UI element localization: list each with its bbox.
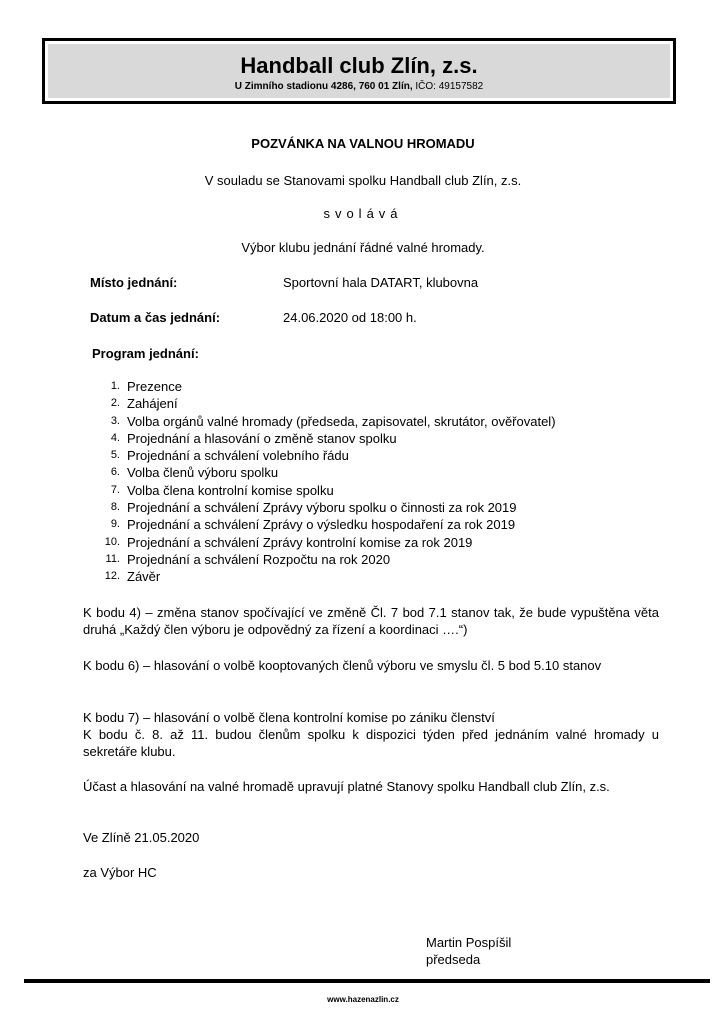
program-item (85, 516, 556, 533)
signature-block (426, 934, 511, 968)
committee-line: Výbor klubu jednání řádné valné hromady. (241, 240, 485, 255)
program-item (85, 395, 556, 412)
program-item-number: 11. (105, 552, 120, 565)
program-item-number: 1. (110, 380, 120, 392)
club-ico: IČO: 49157582 (412, 81, 484, 92)
program-item-text: Závěr (127, 569, 161, 585)
document-title: POZVÁNKA NA VALNOU HROMADU (251, 136, 475, 151)
program-item-number: 10. (104, 535, 120, 548)
club-name: Handball club Zlín, z.s. (240, 53, 478, 78)
note-participation: Účast a hlasování na valné hromadě upravují platné Stanovy spolku Handball club Zlín, z.s. (83, 779, 610, 794)
program-item (85, 482, 556, 499)
program-item (85, 413, 556, 430)
letterhead (42, 38, 676, 104)
letterhead-panel (48, 44, 670, 98)
program-item-text: Zahájení (127, 396, 178, 412)
place-value: Sportovní hala DATART, klubovna (283, 275, 479, 290)
program-heading: Program jednání: (92, 346, 199, 361)
program-item (85, 447, 556, 464)
program-item-text: Projednání a schválení Zprávy výboru spolku o činnosti za rok 2019 (127, 500, 517, 516)
program-item-text: Projednání a schválení Rozpočtu na rok 2020 (127, 551, 391, 567)
program-item-number: 6. (110, 466, 120, 479)
svolava-line: svolává (323, 206, 403, 221)
place-date: Ve Zlíně 21.05.2020 (83, 830, 200, 845)
program-item (85, 430, 556, 447)
program-item-text: Prezence (127, 379, 182, 394)
note-bod-4: K bodu 4) – změna stanov spočívající ve změně Čl. 7 bod 7.1 stanov tak, že bude vypuštěna věta druhá „Každý člen výboru je odpovědný za řízení a koordinaci ….“) (83, 605, 659, 637)
program-item-text: Volba orgánů valné hromady (předseda, zapisovatel, skrutátor, ověřovatel) (127, 413, 556, 429)
program-item-number: 9. (110, 518, 120, 531)
program-item-text: Projednání a hlasování o změně stanov spolku (127, 430, 397, 446)
program-item-text: Projednání a schválení Zprávy o výsledku hospodaření za rok 2019 (127, 517, 516, 533)
place-label: Místo jednání: (90, 275, 178, 290)
program-item (85, 568, 556, 585)
program-item-text: Volba členů výboru spolku (127, 465, 279, 481)
program-item (85, 378, 556, 395)
club-address (48, 81, 670, 92)
club-address-text: U Zimního stadionu 4286, 760 01 Zlín, (234, 81, 413, 92)
on-behalf: za Výbor HC (83, 865, 157, 880)
program-item-text: Projednání a schválení Zprávy kontrolní komise za rok 2019 (127, 534, 473, 550)
program-item (85, 499, 556, 516)
note-bod-7: K bodu 7) – hlasování o volbě člena kontrolní komise po zániku členství (83, 710, 495, 725)
program-item-number: 12. (104, 570, 120, 583)
program-list (85, 378, 556, 586)
program-item-number: 3. (110, 414, 120, 427)
program-item-number: 5. (110, 449, 120, 462)
datetime-label: Datum a čas jednání: (90, 310, 221, 325)
program-item-number: 4. (110, 431, 120, 444)
signatory-role: předseda (426, 952, 481, 967)
program-item (85, 464, 556, 481)
program-item-text: Projednání a schválení volebního řádu (127, 448, 349, 464)
program-item-number: 7. (110, 483, 120, 496)
program-item (85, 534, 556, 551)
footer-divider (24, 979, 710, 983)
note-bod-6: K bodu 6) – hlasování o volbě kooptovaných členů výboru ve smyslu čl. 5 bod 5.10 stanov (83, 658, 602, 673)
program-item-text: Volba člena kontrolní komise spolku (127, 482, 334, 498)
datetime-value: 24.06.2020 od 18:00 h. (283, 310, 417, 325)
program-item (85, 551, 556, 568)
program-item-number: 2. (110, 397, 120, 410)
signatory-name: Martin Pospíšil (426, 935, 512, 950)
footer-website[interactable]: www.hazenazlin.cz (327, 995, 399, 1004)
note-bod-8-11: K bodu č. 8. až 11. budou členům spolku k dispozici týden před jednáním valné hromady u sekretáře klubu. (83, 727, 659, 759)
program-item-number: 8. (110, 501, 120, 514)
intro-line: V souladu se Stanovami spolku Handball club Zlín, z.s. (204, 173, 522, 188)
